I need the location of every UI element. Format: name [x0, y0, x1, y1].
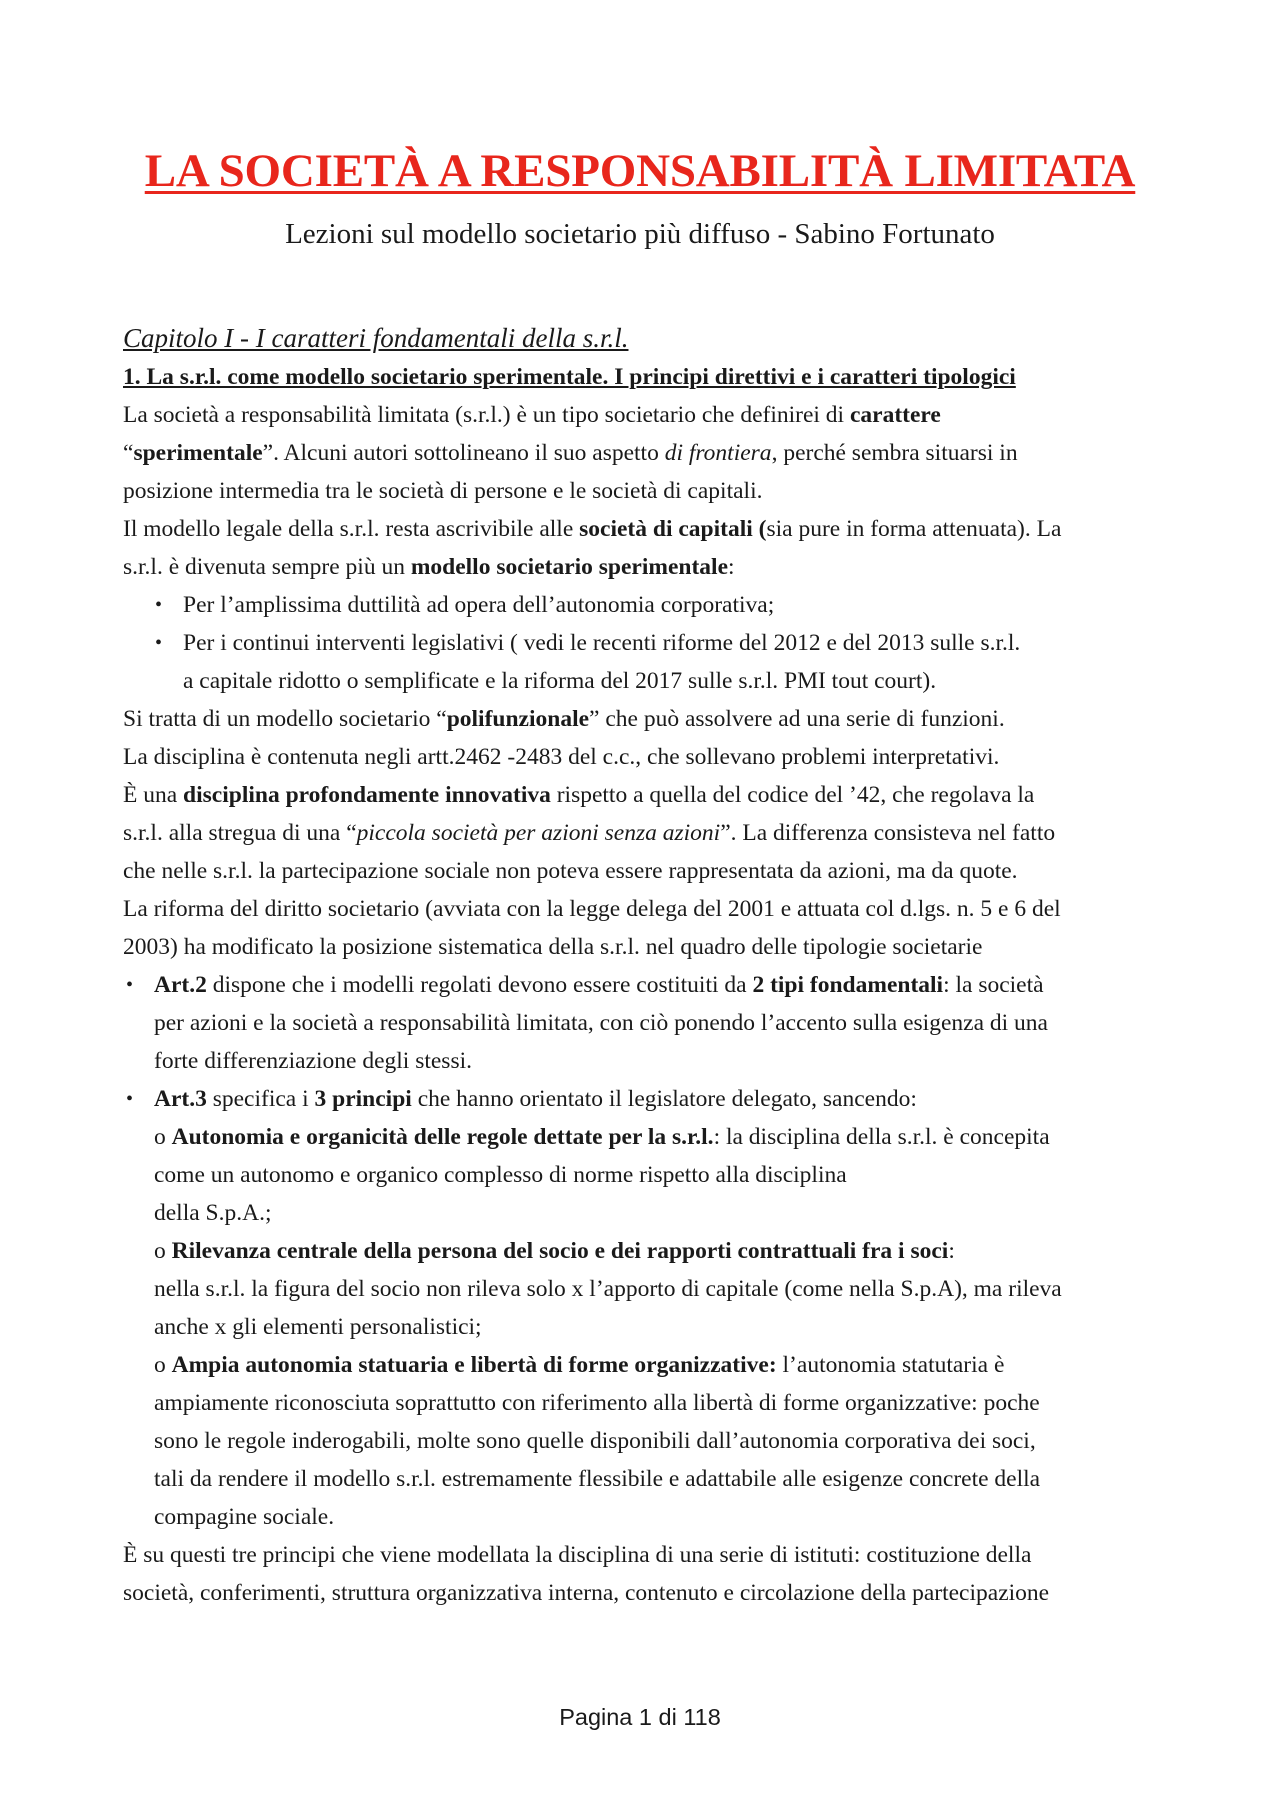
document-subtitle: Lezioni sul modello societario più diffuso - Sabino Fortunato — [285, 218, 995, 250]
bullet-item: • Per i continui interventi legislativi ( vedi le recenti riforme del 2012 e del 2013 sulle s.r.l. — [123, 624, 1163, 662]
bullet-icon: • — [155, 594, 163, 616]
paragraph-line: società, conferimenti, struttura organizzativa interna, contenuto e circolazione della partecipazione — [123, 1580, 1050, 1606]
paragraph-line: s.r.l. è divenuta sempre più un modello societario sperimentale: — [123, 554, 735, 580]
bullet-item-art3: • Art.3 specifica i 3 principi che hanno orientato il legislatore delegato, sancendo: — [123, 1080, 1163, 1118]
sub-item-continuation: sono le regole inderogabili, molte sono quelle disponibili dall’autonomia corporativa dei soci, — [154, 1428, 1036, 1454]
document-title: LA SOCIETÀ A RESPONSABILITÀ LIMITATA — [144, 145, 1136, 197]
bullet-icon: • — [155, 632, 163, 654]
paragraph-line: La disciplina è contenuta negli artt.2462 -2483 del c.c., che sollevano problemi interpretativi. — [123, 744, 1000, 770]
bullet-icon: • — [126, 1088, 134, 1110]
sub-item-continuation: tali da rendere il modello s.r.l. estremamente flessibile e adattabile alle esigenze concrete della — [154, 1466, 1041, 1492]
paragraph-line: posizione intermedia tra le società di persone e le società di capitali. — [123, 478, 763, 504]
chapter-heading: Capitolo I - I caratteri fondamentali della s.r.l. — [123, 323, 629, 353]
paragraph-line: È su questi tre principi che viene modellata la disciplina di una serie di istituti: costituzione della — [123, 1542, 1032, 1568]
paragraph-line: “sperimentale”. Alcuni autori sottolineano il suo aspetto di frontiera, perché sembra situarsi in — [123, 440, 1018, 466]
paragraph-line: Il modello legale della s.r.l. resta ascrivibile alle società di capitali (sia pure in forma attenuata). La — [123, 516, 1062, 542]
sub-item: o Autonomia e organicità delle regole dettate per la s.r.l.: la disciplina della s.r.l. è concepita — [154, 1124, 1050, 1150]
sub-item: o Ampia autonomia statuaria e libertà di forme organizzative: l’autonomia statutaria è — [154, 1352, 1005, 1378]
paragraph-line: s.r.l. alla stregua di una “piccola società per azioni senza azioni”. La differenza consisteva nel fatto — [123, 820, 1056, 846]
paragraph-line: La società a responsabilità limitata (s.r.l.) è un tipo societario che definirei di carattere — [123, 402, 941, 428]
document-body — [123, 318, 1163, 1612]
bullet-item-art2: • Art.2 dispone che i modelli regolati devono essere costituiti da 2 tipi fondamentali: la società — [123, 966, 1163, 1004]
bullet-item: • Per l’amplissima duttilità ad opera dell’autonomia corporativa; — [123, 586, 1163, 624]
bullet-continuation: forte differenziazione degli stessi. — [154, 1048, 472, 1074]
sub-item-continuation: compagine sociale. — [154, 1504, 335, 1530]
sub-item-continuation: come un autonomo e organico complesso di norme rispetto alla disciplina — [154, 1162, 847, 1188]
page-number: Pagina 1 di 118 — [559, 1704, 721, 1730]
bullet-icon: • — [126, 974, 134, 996]
sub-item: o Rilevanza centrale della persona del socio e dei rapporti contrattuali fra i soci: — [154, 1238, 955, 1264]
bullet-continuation: per azioni e la società a responsabilità limitata, con ciò ponendo l’accento sulla esigenza di una — [154, 1010, 1048, 1036]
paragraph-line: 2003) ha modificato la posizione sistematica della s.r.l. nel quadro delle tipologie societarie — [123, 934, 983, 960]
paragraph-line: che nelle s.r.l. la partecipazione sociale non poteva essere rappresentata da azioni, ma da quote. — [123, 858, 1018, 884]
bullet-continuation: a capitale ridotto o semplificate e la riforma del 2017 sulle s.r.l. PMI tout court). — [183, 668, 937, 694]
sub-item-continuation: nella s.r.l. la figura del socio non rileva solo x l’apporto di capitale (come nella S.p.A), ma rileva — [154, 1276, 1062, 1302]
paragraph-line: È una disciplina profondamente innovativa rispetto a quella del codice del ’42, che regolava la — [123, 782, 1035, 808]
sub-item-continuation: anche x gli elementi personalistici; — [154, 1314, 482, 1340]
section-heading: 1. La s.r.l. come modello societario sperimentale. I principi direttivi e i caratteri tipologici — [123, 364, 1016, 390]
sub-item-continuation: della S.p.A.; — [154, 1200, 272, 1226]
paragraph-line: Si tratta di un modello societario “polifunzionale” che può assolvere ad una serie di funzioni. — [123, 706, 1005, 732]
paragraph-line: La riforma del diritto societario (avviata con la legge delega del 2001 e attuata col d.lgs. n. 5 e 6 del — [123, 896, 1061, 922]
sub-item-continuation: ampiamente riconosciuta soprattutto con riferimento alla libertà di forme organizzative: poche — [154, 1390, 1040, 1416]
